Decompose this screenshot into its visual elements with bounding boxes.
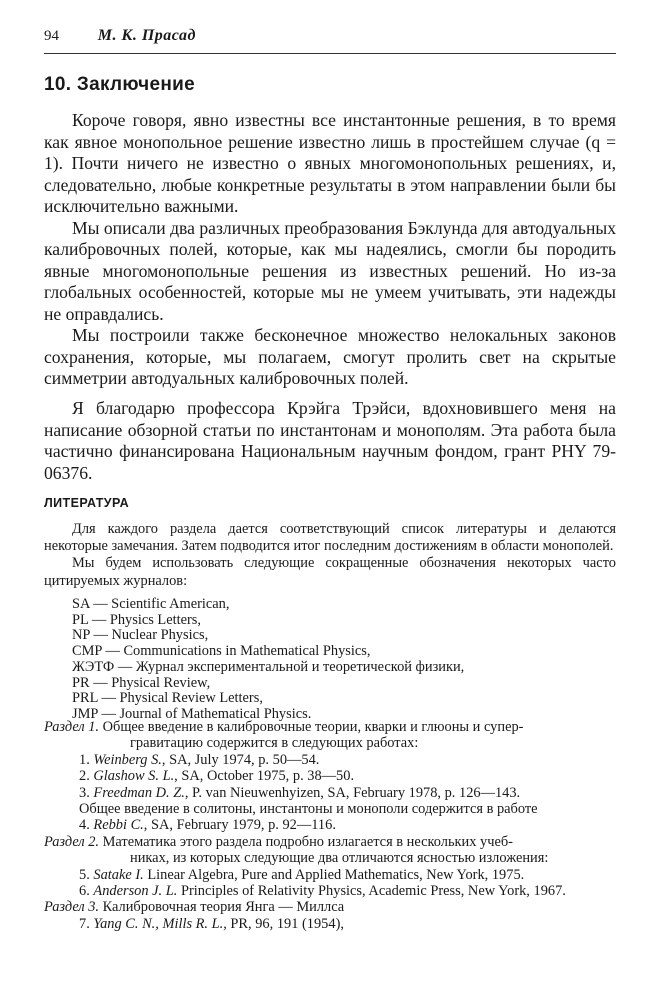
paragraph: Мы построили также бесконечное множество нелокальных законов сохранения, которые, мы полагаем, смогут пролить свет на скрытые симметрии автодуальных калибровочных полей. <box>44 325 616 388</box>
ref-number: 6. <box>79 883 90 900</box>
ref-citation: , SA, October 1975, p. 38—50. <box>174 768 355 785</box>
ref-author: Weinberg S. <box>93 751 162 768</box>
header-rule <box>44 53 616 54</box>
reference-section <box>44 719 616 752</box>
section-label: Раздел 2. <box>44 833 100 850</box>
abbreviation-item: PR — Physical Review, <box>72 674 211 691</box>
abbreviation-item: SA — Scientific American, <box>72 596 230 612</box>
section-title: 10. Заключение <box>44 74 195 95</box>
abbreviation-item: ЖЭТФ — Журнал экспериментальной и теоретической физики, <box>72 658 465 675</box>
reference-sections <box>44 719 616 932</box>
reference-item <box>44 867 616 883</box>
reference-item <box>44 916 616 932</box>
ref-number: 5. <box>79 866 90 883</box>
acknowledgement-text: Я благодарю профессора Крэйга Трэйси, вдохновившего меня на написание обзорной статьи по инстантонам и монополям. Эта работа была частично финансирована Национальным научным фондом, грант PHY 79-06376. <box>44 398 616 483</box>
ref-author: Anderson J. L. <box>93 883 178 900</box>
ref-author: Freedman D. Z. <box>93 784 185 801</box>
page-number: 94 <box>44 28 59 44</box>
ref-number: 7. <box>79 915 90 932</box>
abbreviation-item: JMP — Journal of Mathematical Physics. <box>72 705 312 722</box>
abbreviation-item: PL — Physics Letters, <box>72 611 201 628</box>
ref-citation: , SA, February 1979, p. 92—116. <box>143 817 336 834</box>
acknowledgement <box>44 398 616 484</box>
running-head: М. К. Прасад <box>97 27 196 44</box>
ref-citation: Linear Algebra, Pure and Applied Mathematics, New York, 1975. <box>143 866 525 883</box>
ref-author: Glashow S. L. <box>93 768 175 785</box>
paragraph: Мы описали два различных преобразования Бэклунда для автодуальных калибровочных полей, которые, как мы надеялись, смогли бы породить явные многомонопольные решения из известных решений. Но из-за глобальных особенностей, которые мы не умеем учитывать, эти надежды не оправдались. <box>44 217 616 324</box>
abbreviation-item: NP — Nuclear Physics, <box>72 627 209 644</box>
reference-item <box>44 883 616 899</box>
section-label: Раздел 3. <box>44 899 100 916</box>
conclusion-body <box>44 110 616 390</box>
reference-item <box>44 817 616 833</box>
ref-citation: , PR, 96, 191 (1954), <box>223 915 344 932</box>
reference-item <box>44 752 616 768</box>
reference-item <box>44 768 616 784</box>
reference-item <box>44 785 616 801</box>
paragraph: Короче говоря, явно известны все инстантонные решения, в то время как явное монопольное решение известно лишь в простейшем случае (q = 1). Почти ничего не известно о явных многомонопольных решениях, и, следовательно, любые конкретные результаты в этом направлении были бы исключительно важными. <box>44 110 616 216</box>
ref-author: Rebbi C. <box>93 817 144 834</box>
ref-number: 1. <box>79 751 90 768</box>
abbreviation-list <box>72 597 612 723</box>
reference-note: Общее введение в солитоны, инстантоны и монополи содержится в работе <box>79 801 538 818</box>
literature-intro <box>44 521 616 590</box>
ref-number: 4. <box>79 817 90 834</box>
intro-paragraph: Для каждого раздела дается соответствующий список литературы и делаются некоторые замечания. Затем подводится итог последним достижениям в области монополей. <box>44 521 616 555</box>
ref-citation: , P. van Nieuwenhyizen, SA, February 1978, p. 126—143. <box>184 784 521 801</box>
ref-number: 3. <box>79 784 90 801</box>
ref-citation: , SA, July 1974, p. 50—54. <box>161 751 320 768</box>
section-description-cont: никах, из которых следующие два отличаются ясностью изложения: <box>130 850 549 867</box>
reference-section <box>44 899 616 915</box>
section-description: Общее введение в калибровочные теории, кварки и глюоны и супер- <box>102 719 524 735</box>
ref-number: 2. <box>79 768 90 785</box>
ref-author: Satake I. <box>93 866 144 883</box>
page-header <box>44 27 196 45</box>
literature-heading: ЛИТЕРАТУРА <box>44 496 130 510</box>
ref-citation: Principles of Relativity Physics, Academic Press, New York, 1967. <box>177 883 566 900</box>
intro-paragraph: Мы будем использовать следующие сокращенные обозначения некоторых часто цитируемых журналов: <box>44 555 616 589</box>
section-label: Раздел 1. <box>44 719 100 735</box>
abbreviation-item: PRL — Physical Review Letters, <box>72 690 263 707</box>
section-description-cont: гравитацию содержится в следующих работах: <box>130 735 419 752</box>
ref-author: Yang C. N., Mills R. L. <box>93 915 224 932</box>
abbreviation-item: CMP — Communications in Mathematical Physics, <box>72 643 371 660</box>
reference-section <box>44 834 616 867</box>
section-description: Математика этого раздела подробно излагается в нескольких учеб- <box>102 833 513 850</box>
section-description: Калибровочная теория Янга — Миллса <box>102 899 345 916</box>
